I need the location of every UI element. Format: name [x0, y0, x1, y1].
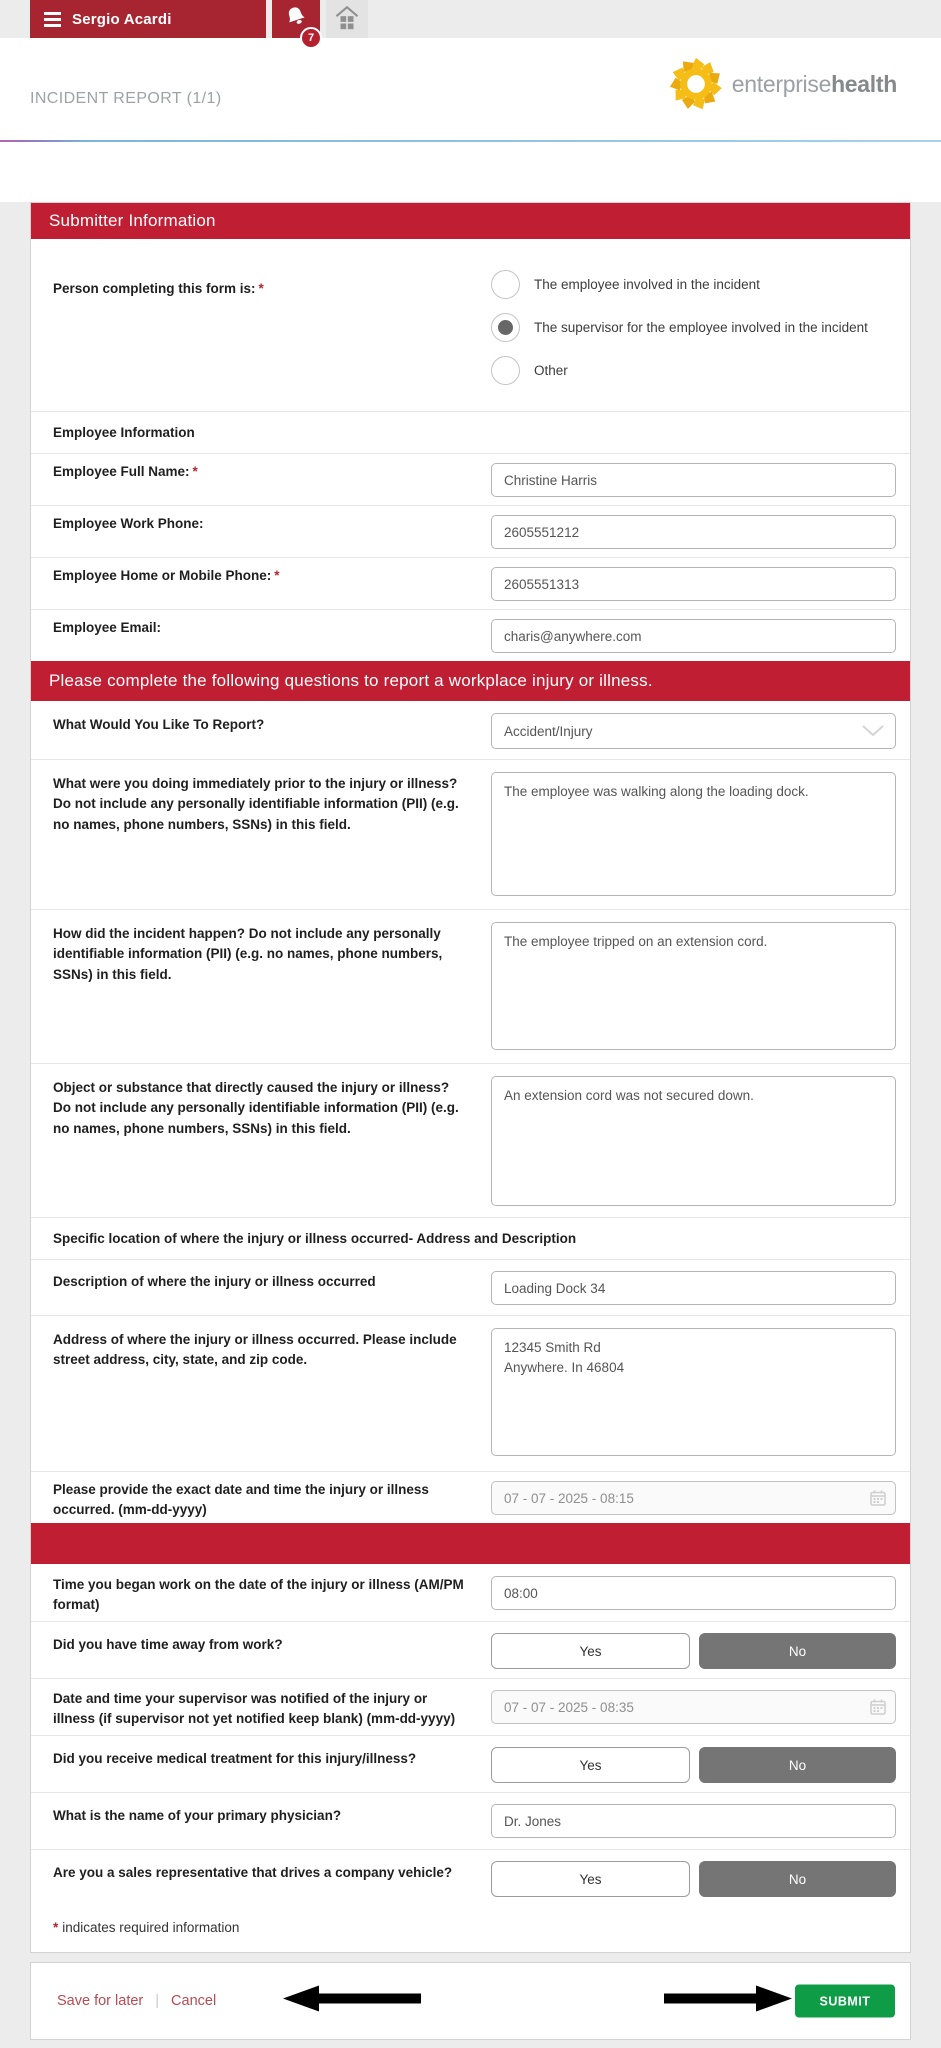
radio-option-employee[interactable]: The employee involved in the incident — [491, 270, 896, 299]
page-title: INCIDENT REPORT (1/1) — [30, 90, 222, 107]
footer-links: Save for later | Cancel — [57, 1993, 217, 2009]
field-label: Person completing this form is: — [53, 281, 256, 296]
location-address-textarea[interactable] — [491, 1328, 896, 1456]
radio-circle[interactable] — [491, 356, 520, 385]
section-header-blank — [31, 1523, 910, 1564]
employee-email-row — [31, 609, 910, 661]
annotation-arrow-left — [283, 1984, 421, 2019]
employee-work-phone-row — [31, 505, 910, 557]
medical-treatment-row — [31, 1735, 910, 1792]
chevron-down-icon — [861, 724, 885, 738]
field-label: Object or substance that directly caused the injury or illness? Do not include any personally identifiable information (PII) (e.g. no names, phone numbers, SSNs) in this field. — [53, 1080, 459, 1136]
radio-circle-selected[interactable] — [491, 313, 520, 342]
field-label: Are you a sales representative that drives a company vehicle? — [53, 1865, 453, 1880]
home-icon — [334, 4, 360, 35]
location-description-row — [31, 1259, 910, 1315]
location-heading: Specific location of where the injury or illness occurred- Address and Description — [53, 1231, 577, 1246]
employee-email-input[interactable] — [491, 619, 896, 653]
report-type-select[interactable]: Accident/Injury — [491, 713, 896, 749]
field-label: What is the name of your primary physician? — [53, 1808, 342, 1823]
employee-information-heading-row — [31, 411, 910, 453]
field-label: Did you receive medical treatment for this injury/illness? — [53, 1751, 417, 1766]
time-began-row — [31, 1564, 910, 1621]
field-label: Did you have time away from work? — [53, 1637, 283, 1652]
required-note: * indicates required information — [53, 1920, 240, 1935]
required-asterisk: * — [274, 568, 280, 583]
object-substance-textarea[interactable] — [491, 1076, 896, 1206]
how-incident-textarea[interactable] — [491, 922, 896, 1050]
employee-work-phone-input[interactable] — [491, 515, 896, 549]
exact-datetime-row — [31, 1471, 910, 1523]
field-label: Please provide the exact date and time the injury or illness occurred. (mm-dd-yyyy) — [53, 1482, 429, 1518]
field-label: Description of where the injury or illness occurred — [53, 1274, 376, 1289]
physician-input[interactable] — [491, 1804, 896, 1838]
calendar-icon — [870, 1490, 886, 1506]
annotation-arrow-right — [664, 1984, 792, 2019]
brand-logo — [668, 56, 897, 112]
form-footer — [30, 1962, 911, 2040]
content-area — [0, 202, 941, 2048]
field-label: What Would You Like To Report? — [53, 717, 265, 732]
employee-home-phone-input[interactable] — [491, 567, 896, 601]
no-button-selected[interactable]: No — [699, 1861, 896, 1897]
location-description-input[interactable] — [491, 1271, 896, 1305]
required-note-row — [31, 1906, 910, 1952]
time-away-row — [31, 1621, 910, 1678]
person-radio-group — [491, 239, 896, 411]
sunflower-logo-icon — [668, 56, 724, 112]
person-completing-row — [31, 239, 910, 411]
no-button-selected[interactable]: No — [699, 1747, 896, 1783]
section-header-questions: Please complete the following questions to report a workplace injury or illness. — [31, 661, 910, 701]
notification-count-badge: 7 — [300, 27, 322, 49]
exact-datetime-input[interactable]: 07 - 07 - 2025 - 08:15 — [491, 1481, 896, 1515]
time-away-toggle — [491, 1633, 896, 1669]
no-button-selected[interactable]: No — [699, 1633, 896, 1669]
user-name: Sergio Acardi — [72, 10, 172, 28]
radio-option-supervisor[interactable]: The supervisor for the employee involved in the incident — [491, 313, 896, 342]
submit-button[interactable]: SUBMIT — [795, 1985, 895, 2018]
calendar-icon — [870, 1699, 886, 1715]
page-header — [0, 38, 941, 140]
field-label: Time you began work on the date of the injury or illness (AM/PM format) — [53, 1577, 464, 1613]
supervisor-notified-input[interactable]: 07 - 07 - 2025 - 08:35 — [491, 1690, 896, 1724]
yes-button[interactable]: Yes — [491, 1747, 690, 1783]
employee-full-name-row — [31, 453, 910, 505]
top-bar — [0, 0, 941, 44]
location-address-row — [31, 1315, 910, 1471]
field-label: What were you doing immediately prior to the injury or illness? Do not include any personally identifiable information (PII) (e.g. no names, phone numbers, SSNs) in this field. — [53, 776, 459, 832]
sales-rep-toggle — [491, 1861, 896, 1897]
field-label: How did the incident happen? Do not include any personally identifiable information (PII) (e.g. no names, phone numbers, SSNs) in this field. — [53, 926, 443, 982]
sales-rep-row — [31, 1849, 910, 1906]
field-label: Employee Work Phone: — [53, 516, 204, 531]
brand-name: enterprisehealth — [731, 70, 897, 97]
field-label: Date and time your supervisor was notified of the injury or illness (if supervisor not yet notified keep blank) (mm-dd-yyyy) — [53, 1691, 456, 1727]
employee-full-name-input[interactable] — [491, 463, 896, 497]
save-for-later-link[interactable]: Save for later — [57, 1993, 144, 2009]
yes-button[interactable]: Yes — [491, 1861, 690, 1897]
field-label: Address of where the injury or illness occurred. Please include street address, city, state, and zip code. — [53, 1332, 457, 1368]
time-began-input[interactable] — [491, 1576, 896, 1610]
prior-activity-textarea[interactable] — [491, 772, 896, 896]
hamburger-menu-icon[interactable] — [44, 12, 61, 27]
prior-activity-row — [31, 759, 910, 909]
report-type-row — [31, 701, 910, 759]
physician-row — [31, 1792, 910, 1849]
employee-information-heading: Employee Information — [53, 425, 195, 440]
radio-option-other[interactable]: Other — [491, 356, 896, 385]
required-asterisk: * — [258, 281, 264, 296]
home-button[interactable] — [326, 0, 368, 38]
location-heading-row — [31, 1217, 910, 1259]
field-label: Employee Email: — [53, 620, 162, 635]
field-label: Employee Home or Mobile Phone: — [53, 568, 272, 583]
section-header-submitter: Submitter Information — [31, 203, 910, 239]
object-substance-row — [31, 1063, 910, 1217]
radio-circle[interactable] — [491, 270, 520, 299]
supervisor-notified-row — [31, 1678, 910, 1735]
how-incident-row — [31, 909, 910, 1063]
incident-form — [30, 202, 911, 1953]
cancel-link[interactable]: Cancel — [171, 1993, 217, 2009]
user-menu[interactable] — [30, 0, 266, 38]
required-asterisk: * — [192, 464, 198, 479]
medical-treatment-toggle — [491, 1747, 896, 1783]
field-label: Employee Full Name: — [53, 464, 190, 479]
employee-home-phone-row — [31, 557, 910, 609]
yes-button[interactable]: Yes — [491, 1633, 690, 1669]
